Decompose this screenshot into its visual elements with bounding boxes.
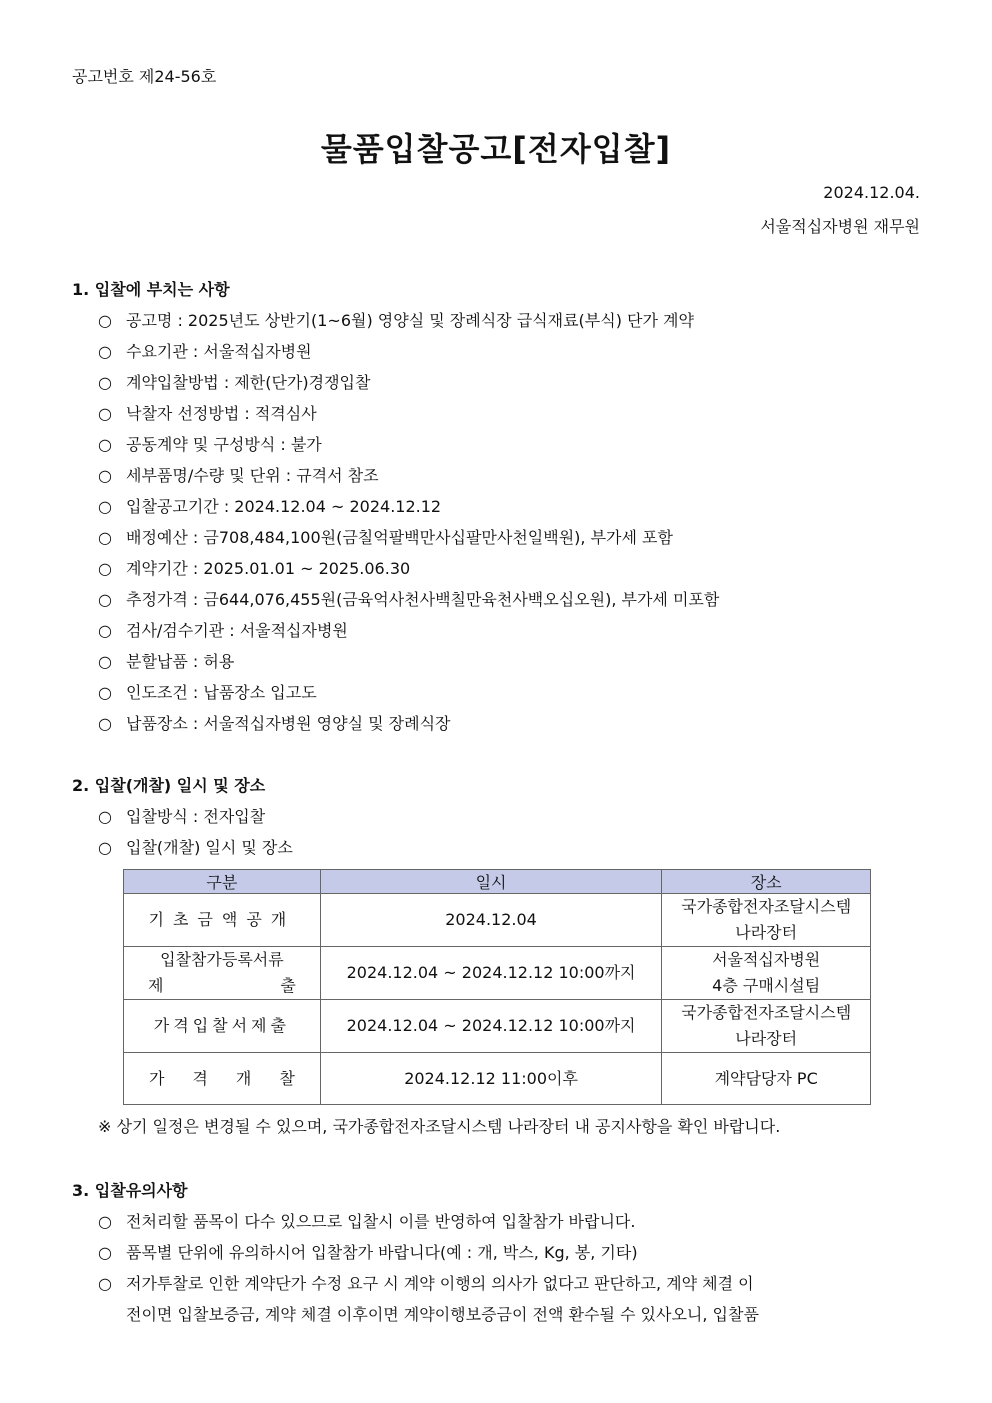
list-item: ○ 낙찰자 선정방법 : 적격심사: [98, 404, 317, 423]
list-item: ○ 계약기간 : 2025.01.01 ~ 2025.06.30: [98, 559, 411, 578]
list-item: ○ 인도조건 : 납품장소 입고도: [98, 683, 317, 702]
list-item: ○ 입찰(개찰) 일시 및 장소: [98, 838, 293, 857]
datetime-cell: 2024.12.04 ~ 2024.12.12 10:00까지: [320, 1000, 662, 1053]
circle-bullet-icon: ○: [98, 559, 112, 578]
notice-date: 2024.12.04.: [823, 183, 920, 202]
circle-bullet-icon: ○: [98, 528, 112, 547]
list-item-continuation: 전이면 입찰보증금, 계약 체결 이후이면 계약이행보증금이 전액 환수될 수 있사오니, 입찰품: [126, 1305, 759, 1324]
list-item: ○ 납품장소 : 서울적십자병원 영양실 및 장례식장: [98, 714, 451, 733]
circle-bullet-icon: ○: [98, 714, 112, 733]
circle-bullet-icon: ○: [98, 807, 112, 826]
list-item: ○ 저가투찰로 인한 계약단가 수정 요구 시 계약 이행의 의사가 없다고 판단하고, 계약 체결 이: [98, 1274, 754, 1293]
circle-bullet-icon: ○: [98, 404, 112, 423]
category-cell: 가격입찰서제출: [124, 1000, 321, 1053]
section3-title: 3. 입찰유의사항: [72, 1181, 188, 1200]
table-header-row: [124, 870, 871, 894]
header-datetime: 일시: [320, 870, 662, 894]
table-row: [124, 1000, 871, 1053]
place-cell: 서울적십자병원 4층 구매시설팀: [662, 947, 871, 1000]
category-cell: 기초금액공개: [124, 894, 321, 947]
circle-bullet-icon: ○: [98, 373, 112, 392]
list-item: ○ 전처리할 품목이 다수 있으므로 입찰시 이를 반영하여 입찰참가 바랍니다.: [98, 1212, 636, 1231]
header-category: 구분: [124, 870, 321, 894]
circle-bullet-icon: ○: [98, 652, 112, 671]
circle-bullet-icon: ○: [98, 683, 112, 702]
datetime-cell: 2024.12.12 11:00이후: [320, 1053, 662, 1105]
circle-bullet-icon: ○: [98, 497, 112, 516]
list-item: ○ 분할납품 : 허용: [98, 652, 235, 671]
circle-bullet-icon: ○: [98, 311, 112, 330]
circle-bullet-icon: ○: [98, 342, 112, 361]
place-cell: 국가종합전자조달시스템 나라장터: [662, 1000, 871, 1053]
table-row: [124, 1053, 871, 1105]
circle-bullet-icon: ○: [98, 435, 112, 454]
category-cell: 입찰참가등록서류 제 출: [124, 947, 321, 1000]
document-title: 물품입찰공고[전자입찰]: [320, 130, 672, 168]
datetime-cell: 2024.12.04 ~ 2024.12.12 10:00까지: [320, 947, 662, 1000]
table-row: [124, 894, 871, 947]
list-item: ○ 검사/검수기관 : 서울적십자병원: [98, 621, 348, 640]
list-item: ○ 세부품명/수량 및 단위 : 규격서 참조: [98, 466, 379, 485]
place-cell: 계약담당자 PC: [662, 1053, 871, 1105]
notice-number: 공고번호 제24-56호: [72, 67, 217, 86]
category-cell: 가격개찰: [124, 1053, 321, 1105]
list-item: ○ 품목별 단위에 유의하시어 입찰참가 바랍니다(예 : 개, 박스, Kg, 봉, 기타): [98, 1243, 638, 1262]
schedule-table: [123, 869, 871, 1105]
place-cell: 국가종합전자조달시스템 나라장터: [662, 894, 871, 947]
table-row: [124, 947, 871, 1000]
circle-bullet-icon: ○: [98, 1212, 112, 1231]
list-item: ○ 입찰공고기간 : 2024.12.04 ~ 2024.12.12: [98, 497, 442, 516]
list-item: ○ 입찰방식 : 전자입찰: [98, 807, 266, 826]
circle-bullet-icon: ○: [98, 590, 112, 609]
list-item: ○ 계약입찰방법 : 제한(단가)경쟁입찰: [98, 373, 371, 392]
circle-bullet-icon: ○: [98, 466, 112, 485]
circle-bullet-icon: ○: [98, 1274, 112, 1293]
schedule-note: ※ 상기 일정은 변경될 수 있으며, 국가종합전자조달시스템 나라장터 내 공지사항을 확인 바랍니다.: [98, 1117, 781, 1136]
section2-title: 2. 입찰(개찰) 일시 및 장소: [72, 776, 266, 795]
list-item: ○ 배정예산 : 금708,484,100원(금칠억팔백만사십팔만사천일백원), 부가세 포함: [98, 528, 673, 547]
header-place: 장소: [662, 870, 871, 894]
list-item: ○ 공고명 : 2025년도 상반기(1~6월) 영양실 및 장례식장 급식재료(부식) 단가 계약: [98, 311, 694, 330]
list-item: ○ 수요기관 : 서울적십자병원: [98, 342, 312, 361]
circle-bullet-icon: ○: [98, 621, 112, 640]
list-item: ○ 추정가격 : 금644,076,455원(금육억사천사백칠만육천사백오십오원), 부가세 미포함: [98, 590, 720, 609]
circle-bullet-icon: ○: [98, 1243, 112, 1262]
section1-title: 1. 입찰에 부치는 사항: [72, 280, 230, 299]
issuer: 서울적십자병원 재무원: [760, 217, 920, 236]
list-item: ○ 공동계약 및 구성방식 : 불가: [98, 435, 322, 454]
circle-bullet-icon: ○: [98, 838, 112, 857]
datetime-cell: 2024.12.04: [320, 894, 662, 947]
